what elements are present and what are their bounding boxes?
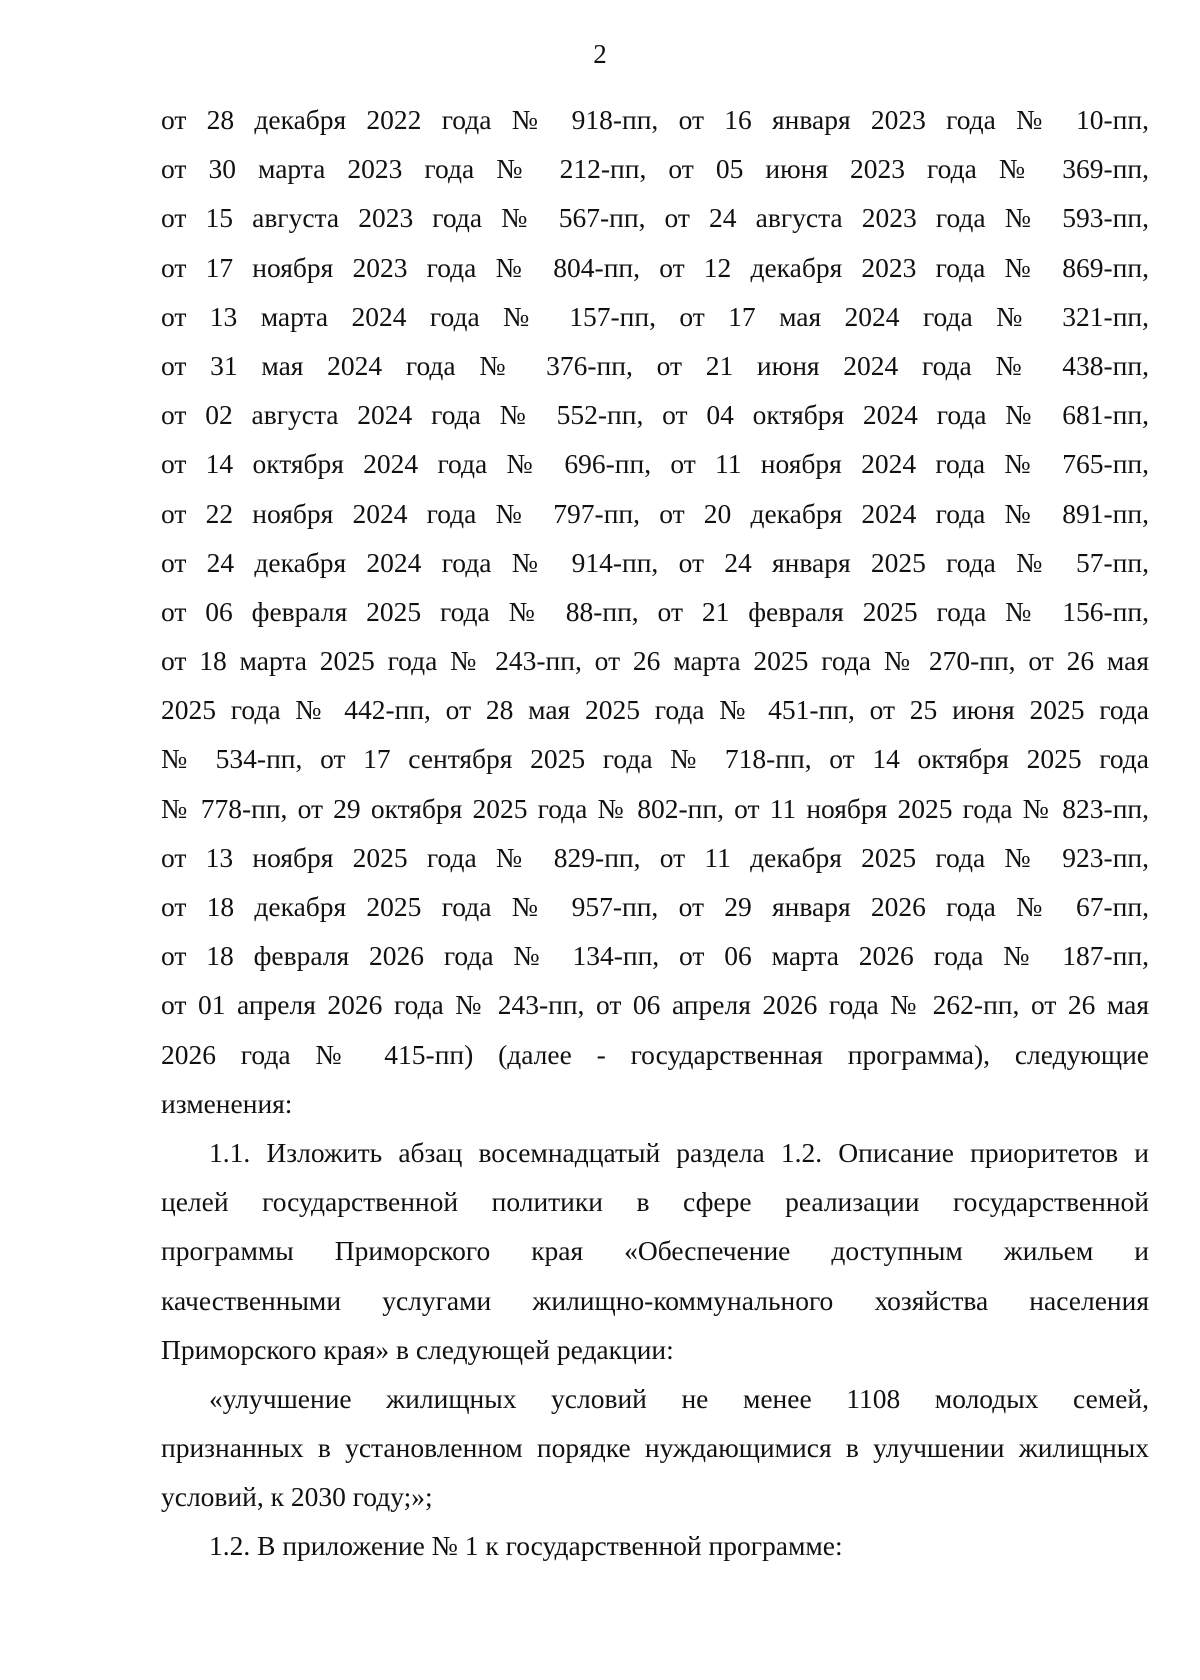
text-line: 2026 года № 415-пп) (далее - государственная программа), следующие (161, 1038, 1149, 1070)
page-number: 2 (593, 39, 607, 69)
text-line: от 13 ноября 2025 года № 829-пп, от 11 декабря 2025 года № 923-пп, (161, 841, 1149, 873)
paragraph-1-1-line: 1.1. Изложить абзац восемнадцатый раздела 1.2. Описание приоритетов и (209, 1136, 1149, 1168)
text-line: от 28 декабря 2022 года № 918-пп, от 16 января 2023 года № 10-пп, (161, 104, 1149, 135)
text-line: от 24 декабря 2024 года № 914-пп, от 24 января 2025 года № 57-пп, (161, 546, 1149, 578)
quote-line: условий, к 2030 году;»; (161, 1481, 433, 1513)
text-line: от 14 октября 2024 года № 696-пп, от 11 ноября 2024 года № 765-пп, (161, 448, 1149, 480)
text-line: 2025 года № 442-пп, от 28 мая 2025 года № 451-пп, от 25 июня 2025 года (161, 694, 1149, 726)
text-line: № 778-пп, от 29 октября 2025 года № 802-пп, от 11 ноября 2025 года № 823-пп, (161, 792, 1149, 824)
text-line: изменения: (161, 1087, 293, 1119)
paragraph-1-2: 1.2. В приложение № 1 к государственной программе: (209, 1530, 843, 1562)
text-line: от 02 августа 2024 года № 552-пп, от 04 октября 2024 года № 681-пп, (161, 399, 1149, 431)
text-line: от 22 ноября 2024 года № 797-пп, от 20 декабря 2024 года № 891-пп, (161, 497, 1149, 529)
text-line: от 30 марта 2023 года № 212-пп, от 05 июня 2023 года № 369-пп, (161, 153, 1149, 185)
text-line: от 13 марта 2024 года № 157-пп, от 17 мая 2024 года № 321-пп, (161, 300, 1149, 332)
paragraph-1-1-line: программы Приморского края «Обеспечение доступным жильем и (161, 1235, 1149, 1267)
text-line: от 17 ноября 2023 года № 804-пп, от 12 декабря 2023 года № 869-пп, (161, 251, 1149, 283)
text-line: от 06 февраля 2025 года № 88-пп, от 21 февраля 2025 года № 156-пп, (161, 595, 1149, 627)
quote-line: «улучшение жилищных условий не менее 1108 молодых семей, (209, 1382, 1149, 1414)
text-line: от 15 августа 2023 года № 567-пп, от 24 августа 2023 года № 593-пп, (161, 202, 1149, 234)
text-line: № 534-пп, от 17 сентября 2025 года № 718-пп, от 14 октября 2025 года (161, 743, 1149, 775)
text-line: от 18 декабря 2025 года № 957-пп, от 29 января 2026 года № 67-пп, (161, 891, 1149, 922)
text-line: от 18 марта 2025 года № 243-пп, от 26 марта 2025 года № 270-пп, от 26 мая (161, 645, 1149, 677)
text-line: от 31 мая 2024 года № 376-пп, от 21 июня 2024 года № 438-пп, (161, 349, 1149, 381)
paragraph-1-1-line: качественными услугами жилищно-коммунального хозяйства населения (161, 1284, 1149, 1316)
text-line: от 01 апреля 2026 года № 243-пп, от 06 апреля 2026 года № 262-пп, от 26 мая (161, 989, 1149, 1021)
quote-line: признанных в установленном порядке нуждающимися в улучшении жилищных (161, 1432, 1149, 1464)
text-line: от 18 февраля 2026 года № 134-пп, от 06 марта 2026 года № 187-пп, (161, 940, 1149, 972)
paragraph-1-1-line: целей государственной политики в сфере реализации государственной (161, 1186, 1149, 1218)
paragraph-1-1-line: Приморского края» в следующей редакции: (161, 1333, 674, 1365)
document-body (161, 95, 1149, 1571)
